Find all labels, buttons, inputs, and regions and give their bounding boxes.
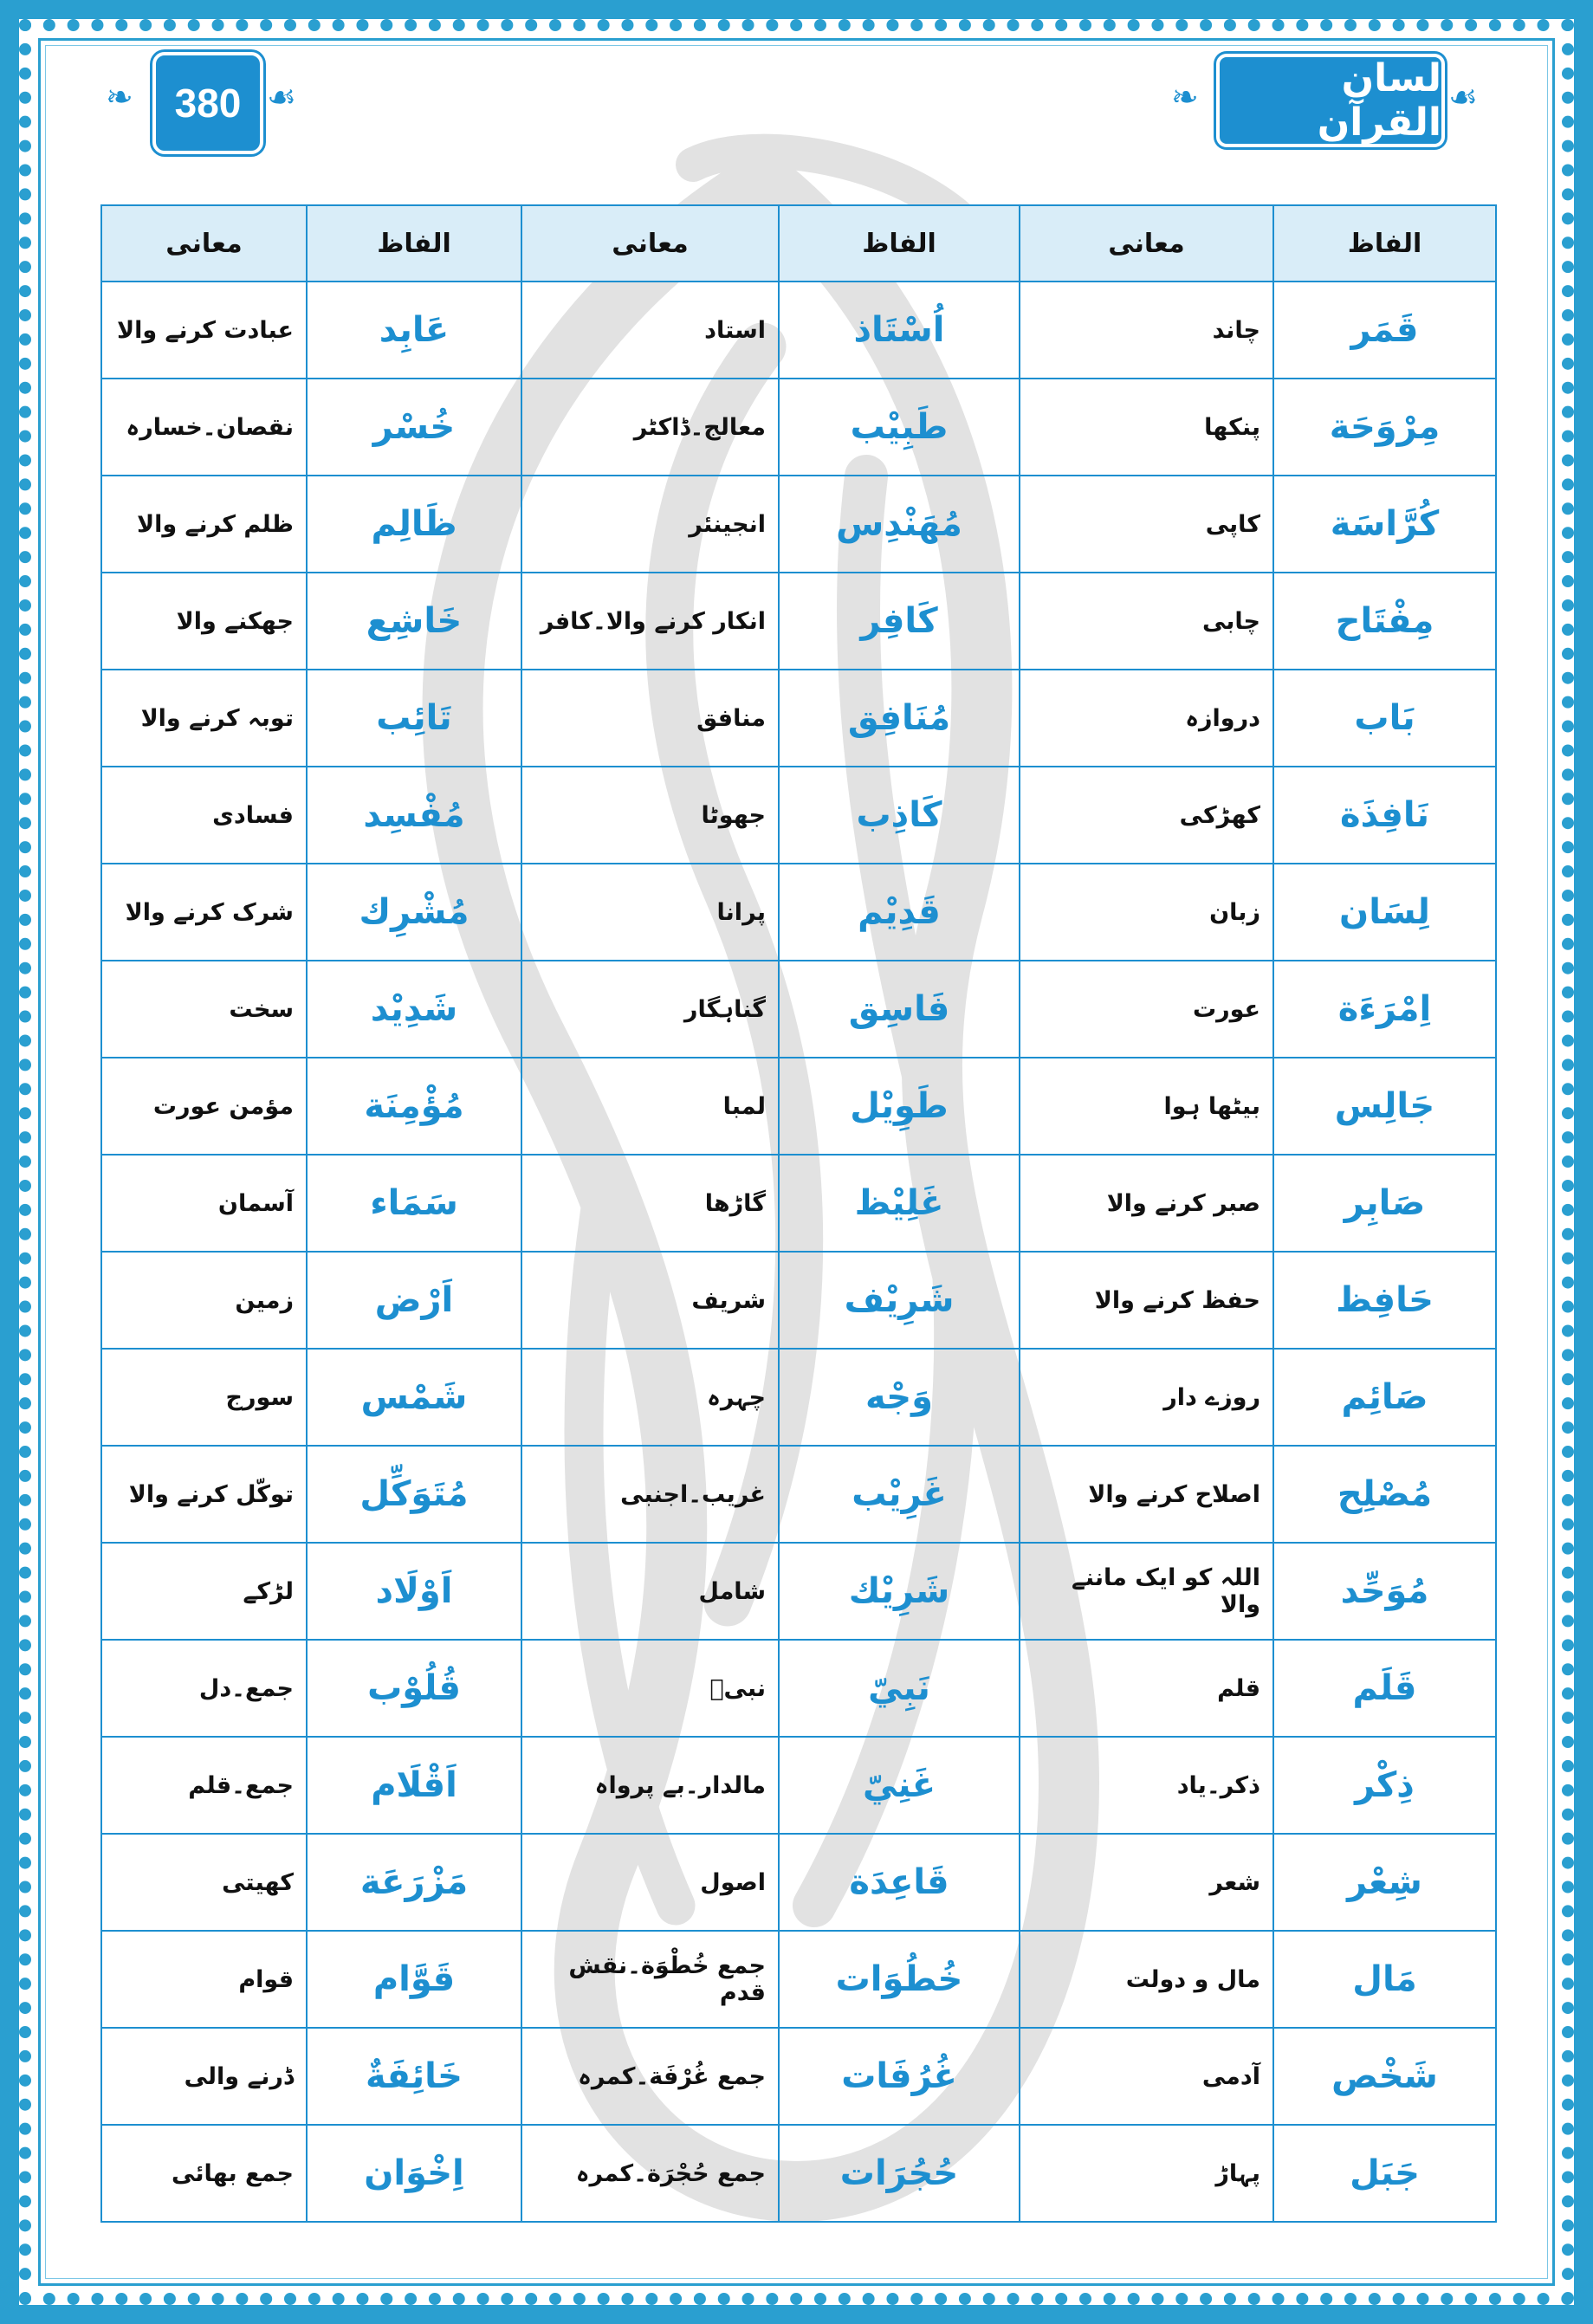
arabic-word-cell: مُهَنْدِس: [779, 476, 1020, 573]
ornament-flourish-icon: ☙: [267, 78, 297, 116]
arabic-word-cell: مُؤْمِنَة: [307, 1058, 521, 1155]
urdu-meaning-cell: منافق: [521, 670, 779, 767]
table-row: [101, 1737, 1496, 1834]
urdu-meaning-cell: شعر: [1020, 1834, 1273, 1931]
urdu-meaning-cell: زمین: [101, 1252, 307, 1349]
urdu-meaning-cell: شامل: [521, 1543, 779, 1640]
book-title: لسان القرآن: [1216, 54, 1445, 147]
urdu-meaning-cell: قوام: [101, 1931, 307, 2028]
urdu-meaning-cell: انکار کرنے والا۔کافر: [521, 573, 779, 670]
urdu-meaning-cell: جمع خُطْوَة۔نقش قدم: [521, 1931, 779, 2028]
urdu-meaning-cell: چہرہ: [521, 1349, 779, 1446]
arabic-word-cell: غَنِيّ: [779, 1737, 1020, 1834]
arabic-word-cell: شَرِيْك: [779, 1543, 1020, 1640]
urdu-meaning-cell: جھکنے والا: [101, 573, 307, 670]
arabic-word-cell: مِرْوَحَة: [1273, 379, 1496, 476]
arabic-word-cell: سَمَاء: [307, 1155, 521, 1252]
arabic-word-cell: كَاذِب: [779, 767, 1020, 864]
arabic-word-cell: شَخْص: [1273, 2028, 1496, 2125]
arabic-word-cell: قَاعِدَة: [779, 1834, 1020, 1931]
arabic-word-cell: ذِكْر: [1273, 1737, 1496, 1834]
arabic-word-cell: طَبِيْب: [779, 379, 1020, 476]
arabic-word-cell: قَلَم: [1273, 1640, 1496, 1737]
table-row: [101, 2028, 1496, 2125]
table-row: [101, 864, 1496, 961]
arabic-word-cell: قَدِيْم: [779, 864, 1020, 961]
arabic-word-cell: اِمْرَءَة: [1273, 961, 1496, 1058]
urdu-meaning-cell: انجینئر: [521, 476, 779, 573]
ornament-flourish-icon: ☙: [1448, 78, 1479, 116]
urdu-meaning-cell: استاد: [521, 282, 779, 379]
arabic-word-cell: مُتَوَكِّل: [307, 1446, 521, 1543]
urdu-meaning-cell: پہاڑ: [1020, 2125, 1273, 2222]
arabic-word-cell: خُطُوَات: [779, 1931, 1020, 2028]
arabic-word-cell: كُرَّاسَة: [1273, 476, 1496, 573]
urdu-meaning-cell: حفظ کرنے والا: [1020, 1252, 1273, 1349]
urdu-meaning-cell: نبیؐ: [521, 1640, 779, 1737]
urdu-meaning-cell: مؤمن عورت: [101, 1058, 307, 1155]
urdu-meaning-cell: توکّل کرنے والا: [101, 1446, 307, 1543]
column-header-words: الفاظ: [307, 205, 521, 282]
arabic-word-cell: جَالِس: [1273, 1058, 1496, 1155]
arabic-word-cell: بَاب: [1273, 670, 1496, 767]
urdu-meaning-cell: چاند: [1020, 282, 1273, 379]
urdu-meaning-cell: فسادی: [101, 767, 307, 864]
urdu-meaning-cell: معالج۔ڈاکٹر: [521, 379, 779, 476]
arabic-word-cell: غَرِيْب: [779, 1446, 1020, 1543]
arabic-word-cell: لِسَان: [1273, 864, 1496, 961]
urdu-meaning-cell: پنکھا: [1020, 379, 1273, 476]
table-row: [101, 1543, 1496, 1640]
arabic-word-cell: نَافِذَة: [1273, 767, 1496, 864]
urdu-meaning-cell: جھوٹا: [521, 767, 779, 864]
arabic-word-cell: مَال: [1273, 1931, 1496, 2028]
urdu-meaning-cell: صبر کرنے والا: [1020, 1155, 1273, 1252]
table-row: [101, 1252, 1496, 1349]
arabic-word-cell: صَابِر: [1273, 1155, 1496, 1252]
urdu-meaning-cell: سورج: [101, 1349, 307, 1446]
urdu-meaning-cell: توبہ کرنے والا: [101, 670, 307, 767]
arabic-word-cell: غُرُفَات: [779, 2028, 1020, 2125]
arabic-word-cell: كَافِر: [779, 573, 1020, 670]
arabic-word-cell: اَقْلَام: [307, 1737, 521, 1834]
arabic-word-cell: غَلِيْظ: [779, 1155, 1020, 1252]
urdu-meaning-cell: عورت: [1020, 961, 1273, 1058]
arabic-word-cell: جَبَل: [1273, 2125, 1496, 2222]
column-header-meanings: معانی: [101, 205, 307, 282]
urdu-meaning-cell: قلم: [1020, 1640, 1273, 1737]
urdu-meaning-cell: چابی: [1020, 573, 1273, 670]
arabic-word-cell: اِخْوَان: [307, 2125, 521, 2222]
urdu-meaning-cell: مال و دولت: [1020, 1931, 1273, 2028]
arabic-word-cell: شَرِيْف: [779, 1252, 1020, 1349]
urdu-meaning-cell: ظلم کرنے والا: [101, 476, 307, 573]
arabic-word-cell: وَجْه: [779, 1349, 1020, 1446]
urdu-meaning-cell: جمع۔قلم: [101, 1737, 307, 1834]
urdu-meaning-cell: مالدار۔بے پرواہ: [521, 1737, 779, 1834]
arabic-word-cell: ظَالِم: [307, 476, 521, 573]
urdu-meaning-cell: غریب۔اجنبی: [521, 1446, 779, 1543]
urdu-meaning-cell: نقصان۔خسارہ: [101, 379, 307, 476]
arabic-word-cell: مُشْرِك: [307, 864, 521, 961]
table-row: [101, 1058, 1496, 1155]
table-row: [101, 961, 1496, 1058]
arabic-word-cell: اَوْلَاد: [307, 1543, 521, 1640]
urdu-meaning-cell: آسمان: [101, 1155, 307, 1252]
arabic-word-cell: خَائِفَةٌ: [307, 2028, 521, 2125]
urdu-meaning-cell: کھڑکی: [1020, 767, 1273, 864]
urdu-meaning-cell: جمع حُجْرَة۔کمرہ: [521, 2125, 779, 2222]
table-row: [101, 1349, 1496, 1446]
arabic-word-cell: طَوِيْل: [779, 1058, 1020, 1155]
arabic-word-cell: قُلُوْب: [307, 1640, 521, 1737]
arabic-word-cell: قَوَّام: [307, 1931, 521, 2028]
urdu-meaning-cell: اصلاح کرنے والا: [1020, 1446, 1273, 1543]
urdu-meaning-cell: جمع غُرْفَة۔کمرہ: [521, 2028, 779, 2125]
arabic-word-cell: مُفْسِد: [307, 767, 521, 864]
urdu-meaning-cell: زبان: [1020, 864, 1273, 961]
arabic-word-cell: شَدِيْد: [307, 961, 521, 1058]
urdu-meaning-cell: بیٹھا ہوا: [1020, 1058, 1273, 1155]
table-row: [101, 1155, 1496, 1252]
table-row: [101, 1834, 1496, 1931]
arabic-word-cell: خَاشِع: [307, 573, 521, 670]
ornament-flourish-icon: ❧: [1171, 78, 1199, 116]
arabic-word-cell: خُسْر: [307, 379, 521, 476]
table-header-row: [101, 205, 1496, 282]
arabic-word-cell: مُنَافِق: [779, 670, 1020, 767]
urdu-meaning-cell: لڑکے: [101, 1543, 307, 1640]
urdu-meaning-cell: سخت: [101, 961, 307, 1058]
table-row: [101, 1931, 1496, 2028]
urdu-meaning-cell: ڈرنے والی: [101, 2028, 307, 2125]
arabic-word-cell: حَافِظ: [1273, 1252, 1496, 1349]
arabic-word-cell: مَزْرَعَة: [307, 1834, 521, 1931]
urdu-meaning-cell: کاپی: [1020, 476, 1273, 573]
ornament-flourish-icon: ❧: [106, 78, 133, 116]
table-row: [101, 1446, 1496, 1543]
column-header-meanings: معانی: [1020, 205, 1273, 282]
urdu-meaning-cell: گاڑھا: [521, 1155, 779, 1252]
arabic-word-cell: صَائِم: [1273, 1349, 1496, 1446]
column-header-words: الفاظ: [1273, 205, 1496, 282]
arabic-word-cell: قَمَر: [1273, 282, 1496, 379]
arabic-word-cell: مُصْلِح: [1273, 1446, 1496, 1543]
urdu-meaning-cell: آدمی: [1020, 2028, 1273, 2125]
urdu-meaning-cell: شریف: [521, 1252, 779, 1349]
urdu-meaning-cell: ذکر۔یاد: [1020, 1737, 1273, 1834]
arabic-word-cell: فَاسِق: [779, 961, 1020, 1058]
table-row: [101, 2125, 1496, 2222]
urdu-meaning-cell: جمع بھائی: [101, 2125, 307, 2222]
arabic-word-cell: مِفْتَاح: [1273, 573, 1496, 670]
page-number: 380: [152, 52, 263, 154]
arabic-word-cell: مُوَحِّد: [1273, 1543, 1496, 1640]
table-row: [101, 476, 1496, 573]
table-row: [101, 670, 1496, 767]
vocabulary-table: [100, 204, 1497, 2223]
table-row: [101, 767, 1496, 864]
urdu-meaning-cell: اللہ کو ایک ماننے والا: [1020, 1543, 1273, 1640]
urdu-meaning-cell: روزے دار: [1020, 1349, 1273, 1446]
urdu-meaning-cell: شرک کرنے والا: [101, 864, 307, 961]
urdu-meaning-cell: پرانا: [521, 864, 779, 961]
arabic-word-cell: شِعْر: [1273, 1834, 1496, 1931]
table-row: [101, 1640, 1496, 1737]
arabic-word-cell: تَائِب: [307, 670, 521, 767]
table-row: [101, 379, 1496, 476]
urdu-meaning-cell: دروازہ: [1020, 670, 1273, 767]
urdu-meaning-cell: جمع۔دل: [101, 1640, 307, 1737]
arabic-word-cell: نَبِيّ: [779, 1640, 1020, 1737]
urdu-meaning-cell: اصول: [521, 1834, 779, 1931]
arabic-word-cell: شَمْس: [307, 1349, 521, 1446]
column-header-meanings: معانی: [521, 205, 779, 282]
table-row: [101, 282, 1496, 379]
urdu-meaning-cell: کھیتی: [101, 1834, 307, 1931]
urdu-meaning-cell: لمبا: [521, 1058, 779, 1155]
urdu-meaning-cell: گناہگار: [521, 961, 779, 1058]
arabic-word-cell: حُجُرَات: [779, 2125, 1020, 2222]
urdu-meaning-cell: عبادت کرنے والا: [101, 282, 307, 379]
column-header-words: الفاظ: [779, 205, 1020, 282]
arabic-word-cell: عَابِد: [307, 282, 521, 379]
table-row: [101, 573, 1496, 670]
arabic-word-cell: اَرْض: [307, 1252, 521, 1349]
arabic-word-cell: اُسْتَاذ: [779, 282, 1020, 379]
